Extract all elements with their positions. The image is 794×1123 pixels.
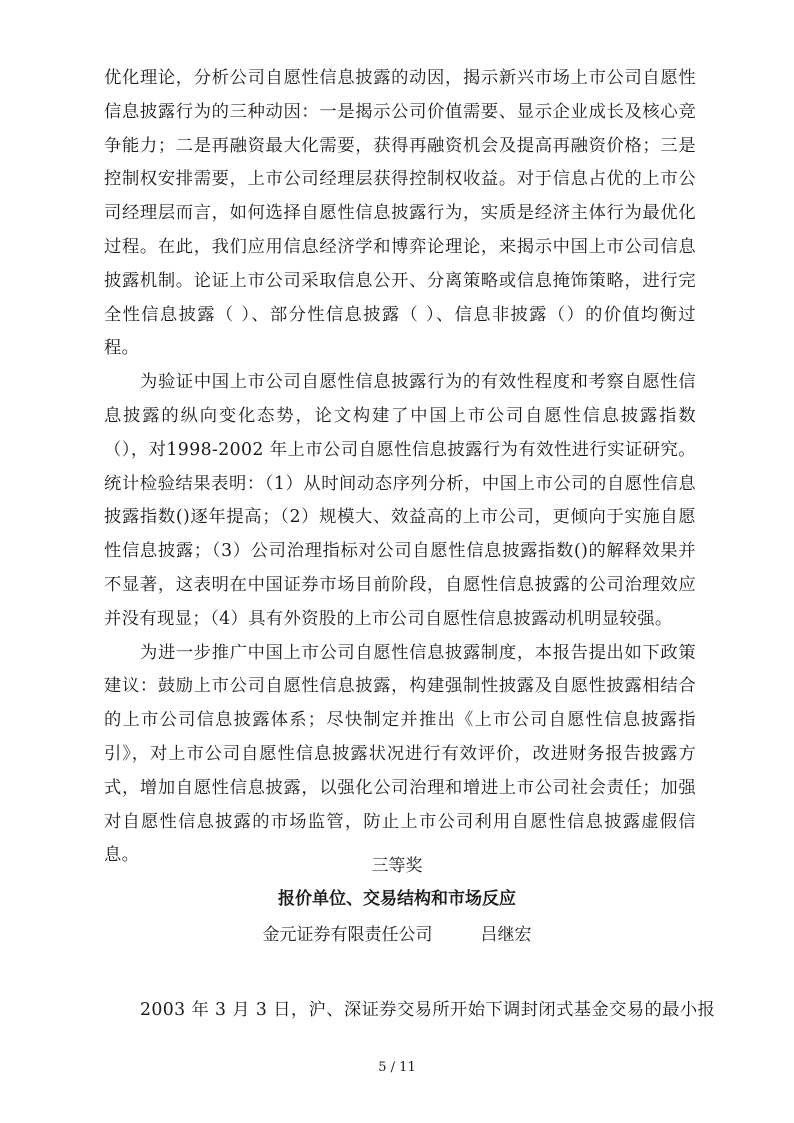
page-number: 5 / 11 (378, 1060, 416, 1075)
body-paragraph-1: 优化理论，分析公司自愿性信息披露的动因，揭示新兴市场上市公司自愿性信息披露行为的三种动因：一是揭示公司价值需要、显示企业成长及核心竞争能力；二是再融资最大化需要，获得再融资机会及提高再融资价格；三是控制权安排需要，上市公司经理层获得控制权收益。对于信息占优的上市公司经理层而言，如何选择自愿性信息披露行为，实质是经济主体行为最优化过程。在此，我们应用信息经济学和博弈论理论，来揭示中国上市公司信息披露机制。论证上市公司采取信息公开、分离策略或信息掩饰策略，进行完全性信息披露（ ）、部分性信息披露（ ）、信息非披露（）的价值均衡过程。 (104, 68, 696, 359)
author-name: 吕继宏 (480, 925, 532, 945)
author-organization: 金元证券有限责任公司 (262, 925, 433, 945)
body-paragraph-3: 为进一步推广中国上市公司自愿性信息披露制度，本报告提出如下政策建议：鼓励上市公司自愿性信息披露，构建强制性披露及自愿性披露相结合的上市公司信息披露体系；尽快制定并推出《上市公司自愿性信息披露指引》，对上市公司自愿性信息披露状况进行有效评价，改进财务报告披露方式，增加自愿性信息披露，以强化公司治理和增进上市公司社会责任；加强对自愿性信息披露的市场监管，防止上市公司利用自愿性信息披露虚假信息。 (104, 642, 696, 866)
report-authors (0, 924, 794, 946)
document-body (104, 62, 696, 873)
report-title: 报价单位、交易结构和市场反应 (278, 889, 516, 909)
body-paragraph-2: 为验证中国上市公司自愿性信息披露行为的有效性程度和考察自愿性信息披露的纵向变化态势，论文构建了中国上市公司自愿性信息披露指数（），对1998-2002 年上市公司自愿性信息披露行为有效性进行实证研究。统计检验结果表明：（1）从时间动态序列分析，中国上市公司的自愿性信息披露指数()逐年提高；（2）规模大、效益高的上市公司，更倾向于实施自愿性信息披露；（3）公司治理指标对公司自愿性信息披露指数()的解释效果并不显著，这表明在中国证券市场目前阶段，自愿性信息披露的公司治理效应并没有现显；（4）具有外资股的上市公司自愿性信息披露动机明显较强。 (104, 372, 696, 629)
next-section-paragraph: 2003 年 3 月 3 日，沪、深证券交易所开始下调封闭式基金交易的最小报 (140, 1000, 716, 1020)
award-level-heading: 三等奖 (371, 856, 423, 876)
